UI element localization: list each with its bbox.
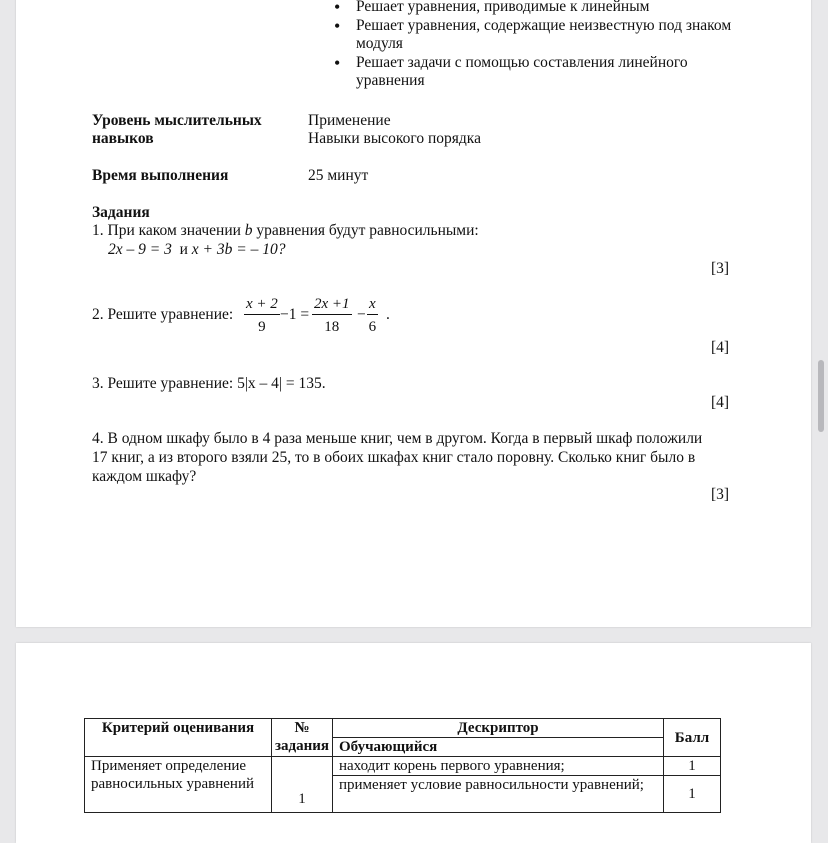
scrollbar-thumb[interactable] — [818, 360, 824, 432]
task-2-score: [4] — [711, 339, 730, 356]
fraction-1: $\frac{x + 2}{9}$ — [246, 296, 278, 335]
task-4-score: [3] — [711, 486, 730, 503]
task-1-question: 1. При каком значении b уравнения будут равносильными: — [92, 222, 479, 239]
fraction-3: $\frac{x}{6}$ — [368, 296, 377, 335]
worksheet-page-1 — [16, 0, 811, 627]
task-2-mid: −1 = — [280, 306, 310, 323]
task-3-score: [4] — [711, 394, 730, 411]
skills-list — [334, 0, 734, 91]
task-4-line3: каждом шкафу? — [92, 468, 197, 485]
header-score: Балл — [664, 719, 721, 757]
descriptor-cell: применяет условие равносильности уравнений; — [333, 776, 664, 813]
task-4-line1: 4. В одном шкафу было в 4 раза меньше книг, чем в другом. Когда в первый шкаф положили — [92, 430, 703, 447]
time-value: 25 минут — [308, 167, 369, 184]
task-2-minus: − — [357, 306, 366, 323]
time-label: Время выполнения — [92, 167, 229, 184]
assessment-table — [84, 718, 721, 813]
task-2-end: . — [386, 306, 390, 323]
header-criterion: Критерий оценивания — [85, 719, 272, 757]
header-task-no: № задания — [272, 719, 333, 757]
task-4-line2: 17 книг, а из второго взяли 25, то в обоих шкафах книг стало поровну. Сколько книг было в — [92, 449, 696, 466]
task-1-score: [3] — [711, 260, 730, 277]
fraction-2: $\frac{2x +1}{18}$ — [314, 296, 350, 335]
descriptor-cell: находит корень первого уравнения; — [333, 757, 664, 776]
score-cell: 1 — [664, 776, 721, 813]
thinking-level-value: Применение Навыки высокого порядка — [308, 112, 481, 147]
task-1-equations: 2x – 9 = 3 и x + 3b = – 10? — [108, 241, 286, 258]
tasks-heading: Задания — [92, 204, 150, 221]
skill-item: • Решает уравнения, приводимые к линейным — [334, 0, 734, 16]
header-learner: Обучающийся — [333, 738, 664, 757]
skill-item: • Решает уравнения, содержащие неизвестную под знаком модуля — [334, 17, 734, 53]
skill-item: • Решает задачи с помощью составления линейного уравнения — [334, 54, 734, 90]
task-number-cell: 1 — [272, 757, 333, 813]
header-descriptor: Дескриптор — [333, 719, 664, 738]
task-3-question: 3. Решите уравнение: 5|x – 4| = 135. — [92, 375, 326, 392]
criterion-cell: Применяет определение равносильных уравнений — [85, 757, 272, 813]
task-2-prefix: 2. Решите уравнение: — [92, 306, 234, 323]
score-cell: 1 — [664, 757, 721, 776]
worksheet-page-2 — [16, 643, 811, 843]
thinking-level-label: Уровень мыслительных навыков — [92, 112, 262, 147]
